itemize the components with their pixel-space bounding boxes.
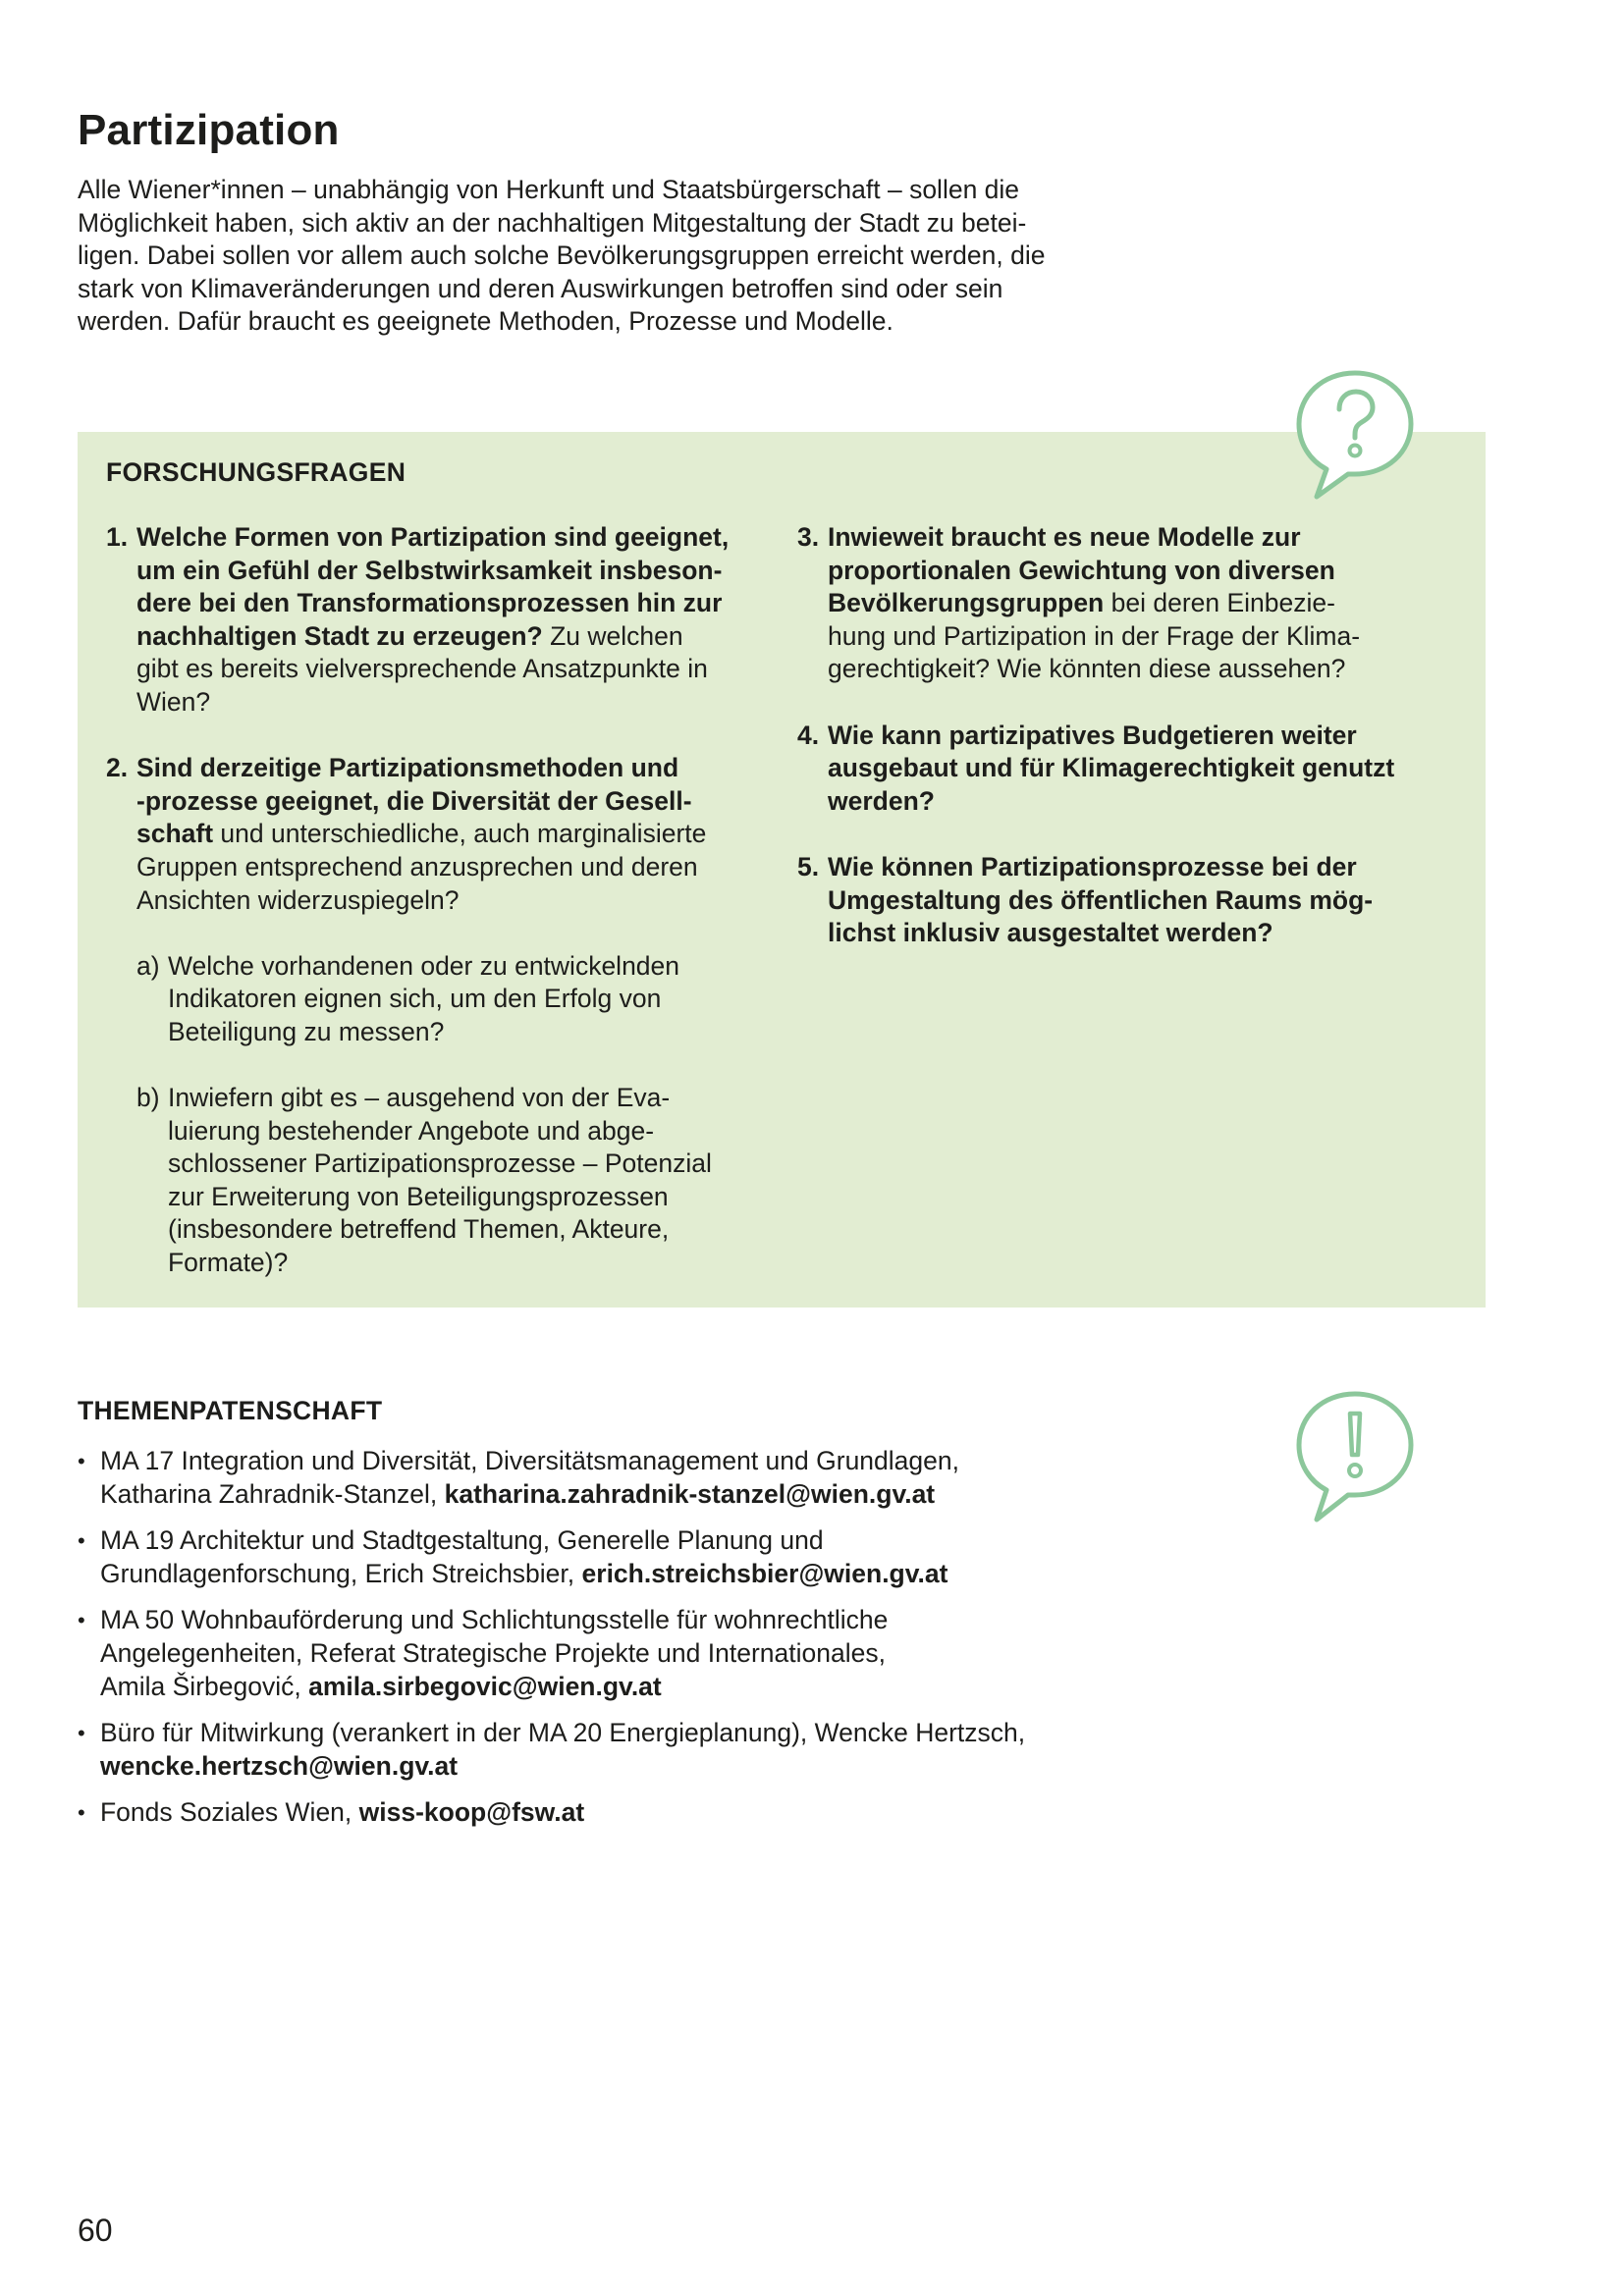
intro-line: Möglichkeit haben, sich aktiv an der nachhaltigen Mitgestaltung der Stadt zu betei- bbox=[78, 207, 1027, 238]
question-line: lichst inklusiv ausgestaltet werden? bbox=[828, 918, 1273, 948]
question-line: Bevölkerungsgruppen bei deren Einbezie- bbox=[828, 588, 1335, 618]
patronage-heading: THEMENPATENSCHAFT bbox=[78, 1396, 383, 1425]
question-line: Welche vorhandenen oder zu entwickelnden bbox=[168, 950, 680, 981]
list-item-line: MA 50 Wohnbauförderung und Schlichtungsstelle für wohnrechtliche bbox=[100, 1605, 889, 1635]
list-item-line: Grundlagenforschung, Erich Streichsbier, erich.streichsbier@wien.gv.at bbox=[100, 1558, 948, 1588]
question-number: 2. bbox=[106, 753, 129, 783]
question-line: Ansichten widerzuspiegeln? bbox=[136, 884, 460, 915]
question-line: Wien? bbox=[136, 686, 211, 717]
list-item bbox=[78, 1796, 1177, 1830]
question-number: 4. bbox=[797, 720, 820, 750]
question-line: Inwieweit braucht es neue Modelle zur bbox=[828, 522, 1301, 552]
question-line: um ein Gefühl der Selbstwirksamkeit insbeson- bbox=[136, 555, 723, 585]
intro-line: Alle Wiener*innen – unabhängig von Herkunft und Staatsbürgerschaft – sollen die bbox=[78, 175, 1020, 204]
question-line: proportionalen Gewichtung von diversen bbox=[828, 555, 1335, 585]
research-questions-heading: FORSCHUNGSFRAGEN bbox=[106, 457, 406, 487]
questions-left-column bbox=[106, 521, 774, 1312]
email-link[interactable]: katharina.zahradnik-stanzel@wien.gv.at bbox=[444, 1478, 936, 1509]
list-item bbox=[78, 1604, 1177, 1703]
question-line: Inwiefern gibt es – ausgehend von der Eva- bbox=[168, 1083, 671, 1113]
email-link[interactable]: wencke.hertzsch@wien.gv.at bbox=[100, 1750, 459, 1781]
question-3 bbox=[797, 521, 1465, 686]
question-line: nachhaltigen Stadt zu erzeugen? Zu welchen bbox=[136, 620, 683, 651]
bullet: • bbox=[78, 1528, 85, 1554]
question-line: dere bei den Transformationsprozessen hin zur bbox=[136, 588, 723, 618]
exclamation-speech-bubble-icon bbox=[1291, 1386, 1419, 1528]
question-line: zur Erweiterung von Beteiligungsprozessen bbox=[168, 1181, 669, 1211]
question-line: Beteiligung zu messen? bbox=[168, 1016, 445, 1046]
question-line: Indikatoren eignen sich, um den Erfolg von bbox=[168, 984, 662, 1014]
bullet: • bbox=[78, 1449, 85, 1473]
question-line: Sind derzeitige Partizipationsmethoden und bbox=[136, 753, 679, 783]
question-line: Wie können Partizipationsprozesse bei der bbox=[828, 851, 1357, 881]
question-number: 1. bbox=[106, 522, 129, 552]
question-line: Umgestaltung des öffentlichen Raums mög- bbox=[828, 884, 1374, 915]
email-link[interactable]: wiss-koop@fsw.at bbox=[358, 1797, 585, 1828]
question-speech-bubble-icon bbox=[1291, 365, 1419, 503]
question-2a bbox=[136, 950, 774, 1049]
patronage-list bbox=[78, 1445, 1177, 1843]
question-line: schlossener Partizipationsprozesse – Potenzial bbox=[168, 1148, 712, 1179]
list-item-line: MA 19 Architektur und Stadtgestaltung, Generelle Planung und bbox=[100, 1525, 824, 1556]
list-item bbox=[78, 1445, 1177, 1511]
questions-right-column bbox=[797, 521, 1465, 983]
question-line: Wie kann partizipatives Budgetieren weiter bbox=[828, 720, 1357, 750]
list-item-line: MA 17 Integration und Diversität, Diversitätsmanagement und Grundlagen, bbox=[100, 1446, 959, 1475]
question-line: gibt es bereits vielversprechende Ansatzpunkte in bbox=[136, 654, 708, 684]
page-number: 60 bbox=[78, 2213, 113, 2248]
question-line: luierung bestehender Angebote und abge- bbox=[168, 1115, 655, 1146]
question-1 bbox=[106, 521, 774, 720]
email-link[interactable]: erich.streichsbier@wien.gv.at bbox=[581, 1558, 948, 1588]
sub-question-label: a) bbox=[136, 950, 160, 981]
sub-question-label: b) bbox=[136, 1083, 160, 1113]
bullet: • bbox=[78, 1608, 85, 1633]
question-line: -prozesse geeignet, die Diversität der Gesell- bbox=[136, 785, 692, 816]
question-line: Formate)? bbox=[168, 1248, 289, 1278]
list-item-line: Büro für Mitwirkung (verankert in der MA 20 Energieplanung), Wencke Hertzsch, bbox=[100, 1718, 1026, 1748]
question-number: 3. bbox=[797, 522, 820, 552]
email-link[interactable]: amila.sirbegovic@wien.gv.at bbox=[308, 1671, 662, 1701]
question-2 bbox=[106, 752, 774, 917]
list-item-line: Amila Širbegović, amila.sirbegovic@wien.gv.at bbox=[100, 1671, 662, 1701]
list-item-line: Katharina Zahradnik-Stanzel, katharina.zahradnik-stanzel@wien.gv.at bbox=[100, 1478, 936, 1509]
list-item bbox=[78, 1717, 1177, 1783]
question-4 bbox=[797, 720, 1465, 819]
list-item bbox=[78, 1524, 1177, 1590]
question-line: Welche Formen von Partizipation sind geeignet, bbox=[136, 522, 730, 552]
page-title: Partizipation bbox=[78, 106, 340, 154]
bullet: • bbox=[78, 1721, 85, 1746]
question-line: Gruppen entsprechend anzusprechen und deren bbox=[136, 851, 698, 881]
list-item-line bbox=[100, 1750, 1025, 1784]
intro-line: ligen. Dabei sollen vor allem auch solche Bevölkerungsgruppen erreicht werden, die bbox=[78, 240, 1046, 270]
question-number: 5. bbox=[797, 851, 820, 881]
research-questions-box bbox=[78, 432, 1486, 1308]
list-item-line: Angelegenheiten, Referat Strategische Projekte und Internationales, bbox=[100, 1637, 886, 1668]
intro-line: werden. Dafür braucht es geeignete Methoden, Prozesse und Modelle. bbox=[78, 306, 893, 336]
intro-line: stark von Klimaveränderungen und deren Auswirkungen betroffen sind oder sein bbox=[78, 273, 1003, 303]
question-5 bbox=[797, 851, 1465, 950]
question-line: (insbesondere betreffend Themen, Akteure, bbox=[168, 1214, 670, 1245]
list-item-line: Fonds Soziales Wien, wiss-koop@fsw.at bbox=[100, 1797, 585, 1828]
question-2b bbox=[136, 1082, 774, 1280]
question-line: gerechtigkeit? Wie könnten diese aussehen? bbox=[828, 654, 1346, 684]
intro-paragraph bbox=[78, 174, 1138, 339]
question-line: ausgebaut und für Klimagerechtigkeit genutzt bbox=[828, 753, 1395, 783]
question-line: werden? bbox=[828, 785, 935, 816]
question-line: hung und Partizipation in der Frage der Klima- bbox=[828, 620, 1361, 651]
bullet: • bbox=[78, 1800, 85, 1826]
question-line: schaft und unterschiedliche, auch marginalisierte bbox=[136, 819, 707, 849]
